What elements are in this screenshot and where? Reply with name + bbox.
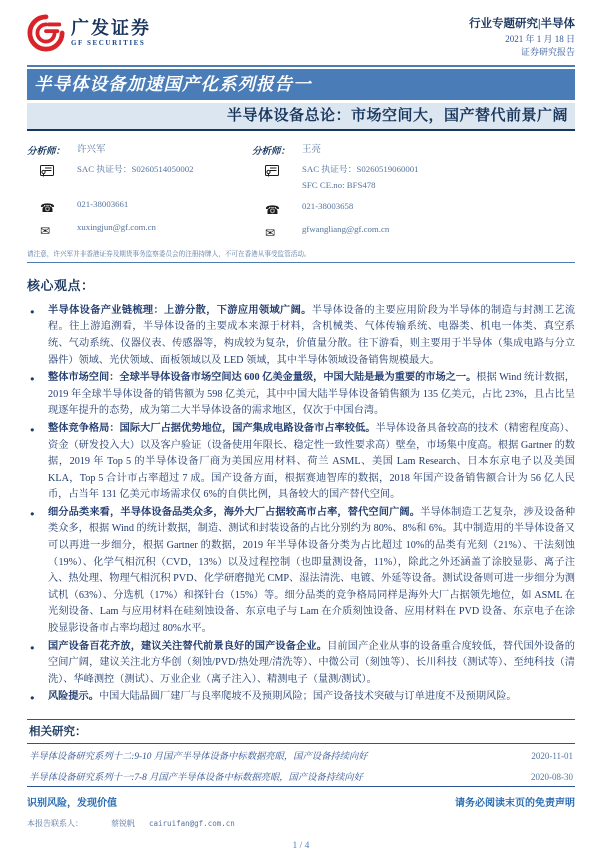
core-bullet (27, 370, 575, 420)
bullet-lead: 整体竞争格局：国际大厂占据优势地位，国产集成电路设备市占率较低。 (48, 422, 376, 434)
core-bullet (27, 421, 575, 504)
related-item-date: 2020-11-01 (531, 751, 573, 761)
related-research-item[interactable] (27, 765, 575, 786)
analyst-name-row (27, 141, 252, 159)
bullet-lead: 半导体设备产业链梳理：上游分散，下游应用领域广阔。 (48, 304, 312, 316)
analyst-column-2 (252, 141, 575, 247)
related-item-title[interactable]: 半导体设备研究系列十二:9-10 月国产半导体设备中标数据亮眼，国产设备持续向好 (29, 752, 368, 762)
bullet-lead: 国产设备百花齐放，建议关注替代前景良好的国产设备企业。 (48, 640, 328, 652)
bullet-body: 半导体制造工艺复杂，涉及设备种类众多，根据 Wind 的统计数据，制造、测试和封装设备的占比分别约为 80%、8%和 6%。其中制造用的半导体设备又可以再进一步细分，根据 Gartner 的数据，2019 年半导体设备分类为占比超过 10%的品类有光刻（21%）、干法刻蚀（19%）、化学气相沉积（CVD，13%）以及过程控制（也即量测设备，11%），除此之外还涵盖了涂胶显影、离子注入、热处理、物理气相沉积 PVD、化学研磨抛光 CMP、湿法清洗、电镀、外延等设备。测试设备则可进一步细分为测试机（63%）、分选机（17%）和探针台（15%）等。细分品类的竞争格局同样是海外大厂占据领先地位，如 ASML 在光刻设备、Lam 与应用材料在硅刻蚀设备、东京电子与 Lam 在介质刻蚀设备、应用材料在 PVD 设备、东京电子在涂胶显影设备市占率均超过 80%水平。 (48, 506, 576, 635)
brand-logo (27, 14, 151, 52)
bullet-lead: 风险提示。 (48, 691, 99, 703)
core-bullet (27, 303, 575, 369)
report-doc-type: 证券研究报告 (520, 46, 575, 57)
gf-securities-logo-icon (27, 14, 65, 52)
analyst-licenses (77, 164, 194, 194)
footer-banner (27, 794, 575, 809)
brand-name-en: GF SECURITIES (71, 39, 146, 47)
related-bottom-rule (27, 786, 575, 787)
bullet-lead: 整体市场空间：全球半导体设备市场空间达 600 亿美金量级，中国大陆是最为重要的市场之一。 (48, 372, 477, 384)
analyst-phone-row (27, 199, 252, 217)
related-item-title[interactable]: 半导体设备研究系列十一:7-8 月国产半导体设备中标数据亮眼，国产设备持续向好 (29, 773, 363, 783)
footer-contact (27, 818, 575, 829)
analyst-email-row (252, 224, 575, 242)
analyst-sac-number: SAC 执证号：S0260514050002 (77, 164, 194, 174)
mail-icon: ✉ (265, 225, 276, 240)
analyst-sac-number: SAC 执证号：S0260519060001 (302, 164, 419, 174)
phone-icon: ☎ (265, 202, 280, 217)
bullet-body: 根据 Wind 统计数据，2019 年全球半导体设备的销售额为 598 亿美元，其中中国大陆半导体设备销售额为 135 亿美元，占比 23%，且占比呈现逐年提升的态势，成为第二大半导体设备的需求地区，仅次于中国台湾。 (48, 372, 575, 417)
analyst-email-row (27, 222, 252, 240)
report-category: 行业专题研究|半导体 (468, 18, 575, 30)
report-meta (469, 14, 575, 59)
certificate-icon (40, 165, 54, 177)
analyst-section (27, 141, 575, 247)
header-divider (27, 65, 575, 67)
core-bullet (27, 639, 575, 689)
analyst-licenses (302, 164, 419, 196)
bullet-body: 半导体设备的主要应用阶段为半导体的制造与封测工艺流程。往上游追溯看，半导体设备的主要成本来源于材料，含机械类、气体传输系统、电器类、机电一体类、真空系统、气动系统、仪器仪表、传感器等，构成较为复杂，价值量分散。往下游看，则主要用于半导体（集成电路与分立器件）领域、光伏领域、面板领域以及 LED 领域，其中半导体领域设备销售规模最大。 (48, 304, 576, 366)
phone-icon: ☎ (40, 201, 55, 215)
brand-name-cn: 广发证券 (71, 18, 151, 38)
analyst-cert-row (27, 164, 252, 194)
bullet-body: 目前国产企业从事的设备重合度较低，替代国外设备的空间广阔，建议关注北方华创（刻蚀/PVD/热处理/清洗等）、中微公司（刻蚀等）、长川科技（测试等）、至纯科技（清洗）、华峰测控（测试）、万业企业（离子注入）、精测电子（量测/测试）。 (48, 640, 575, 685)
bullet-body: 半导体设备具备较高的技术（精密程度高）、资金（研发投入大）以及客户验证（设备使用年限长、稳定性一致性要求高）壁垒，市场集中度高。根据 Gartner 的数据，2019 年 Top 5 的半导体设备厂商为美国应用材料、荷兰 ASML、美国 Lam Research、日本东京电子以及美国 KLA，Top 5 合计市占率超过 7 成。国产设备方面，根据赛迪智库的数据，2018 年国产设备销售额合计为 56 亿人民币，占当年 131 亿美元市场需求仅 6%的自供比例，具备较大的国产替代空间。 (48, 422, 575, 501)
report-date: 2021 年 1 月 18 日 (505, 33, 575, 44)
analyst-email: gfwangliang@gf.com.cn (302, 223, 390, 234)
series-title-banner: 半导体设备加速国产化系列报告一 (27, 69, 575, 100)
core-bullet (27, 505, 575, 638)
mail-icon: ✉ (40, 224, 51, 238)
core-views-list (27, 303, 575, 706)
related-research-heading: 相关研究： (29, 726, 87, 738)
analyst-email: xuxingjun@gf.com.cn (77, 222, 156, 232)
analyst-disclaimer-note: 请注意，许兴军并非香港证券及期货事务监察委员会的注册持牌人，不可在香港从事受监管活动。 (27, 250, 311, 258)
analyst-name-row (252, 141, 575, 159)
report-header (27, 0, 575, 62)
analyst-name: 王亮 (302, 145, 322, 155)
analyst-role-label: 分析师： (27, 147, 66, 157)
report-title-banner: 半导体设备总论：市场空间大，国产替代前景广阔 (27, 103, 575, 129)
core-bullet (27, 689, 575, 706)
analyst-role-label: 分析师： (252, 147, 291, 157)
analyst-sfc-number: SFC CE.no: BFS478 (302, 179, 376, 190)
core-views-heading: 核心观点： (27, 277, 95, 293)
analyst-cert-row (252, 164, 575, 196)
contact-email: cairuifan@gf.com.cn (149, 819, 235, 828)
footer-slogan: 识别风险，发现价值 (27, 798, 117, 809)
contact-name: 蔡锐帆 (111, 819, 135, 828)
related-research-item[interactable] (27, 744, 575, 765)
page-number: 1 / 4 (292, 841, 310, 851)
bullet-lead: 细分品类来看，半导体设备品类众多，海外大厂占据较高市占率，替代空间广阔。 (48, 506, 421, 518)
brand-text (71, 19, 151, 47)
title-divider (27, 129, 575, 131)
related-research-section (27, 719, 575, 787)
contact-label: 本报告联系人： (27, 819, 83, 828)
section-divider (27, 262, 575, 263)
analyst-column-1 (27, 141, 252, 247)
analyst-phone: 021-38003661 (77, 199, 129, 209)
footer-disclaimer: 请务必阅读末页的免责声明 (455, 798, 575, 809)
related-item-date: 2020-08-30 (531, 772, 573, 782)
certificate-icon (265, 165, 279, 177)
analyst-phone-row (252, 201, 575, 219)
analyst-name: 许兴军 (77, 145, 106, 155)
analyst-phone: 021-38003658 (302, 200, 354, 211)
bullet-body: 中国大陆晶圆厂建厂与良率爬坡不及预期风险；国产设备技术突破与订单进度不及预期风险。 (98, 691, 517, 703)
